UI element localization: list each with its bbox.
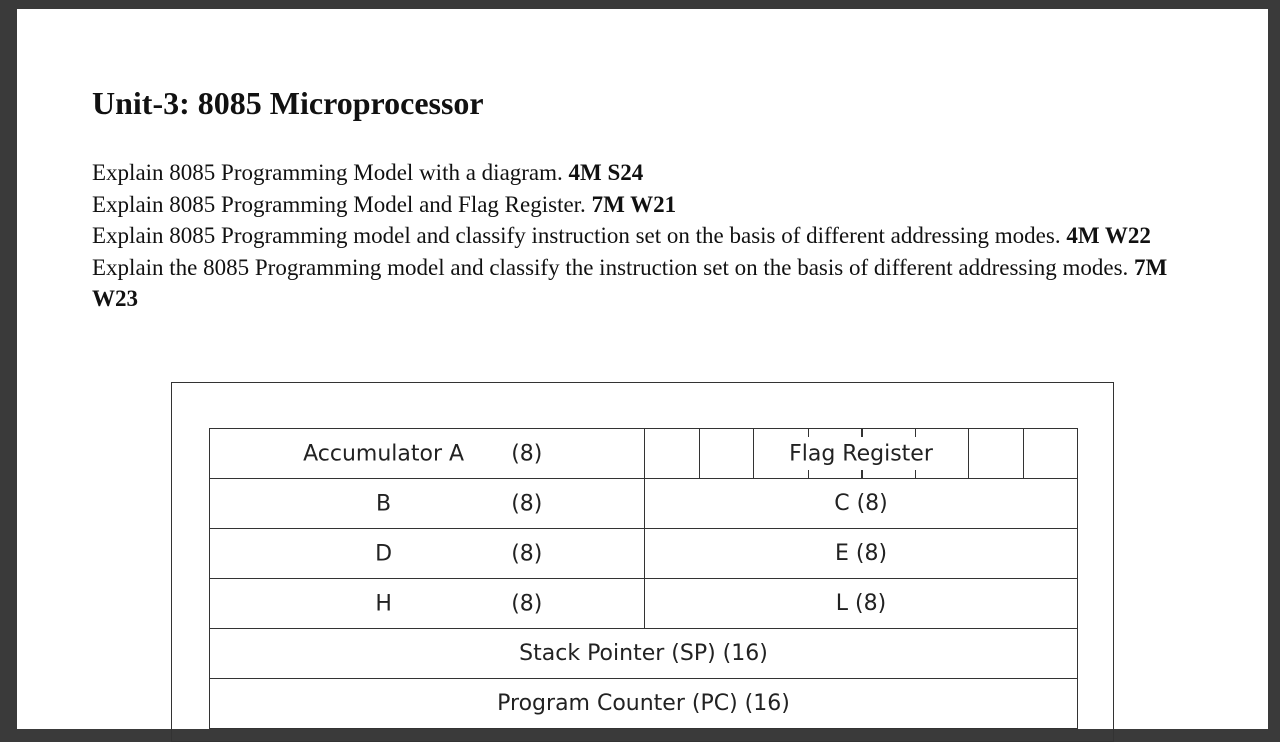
question-item	[92, 220, 1182, 252]
register-h-size: (8)	[511, 591, 543, 616]
accumulator-register	[210, 429, 645, 479]
register-d	[210, 529, 645, 579]
register-row-hl	[210, 579, 1078, 629]
register-e: E (8)	[645, 529, 1078, 579]
register-row-bc	[210, 479, 1078, 529]
register-b	[210, 479, 645, 529]
flag-tick	[808, 429, 810, 437]
register-h-label: H	[375, 591, 392, 616]
question-text: Explain 8085 Programming model and classify instruction set on the basis of different addressing modes.	[92, 223, 1067, 248]
question-item	[92, 157, 1182, 189]
register-b-size: (8)	[511, 491, 543, 516]
flag-register	[645, 429, 1078, 479]
flag-bit-box-center	[754, 429, 969, 478]
flag-register-label: Flag Register	[789, 441, 933, 466]
register-diagram	[209, 428, 1078, 729]
flag-tick	[861, 429, 863, 437]
page-title: Unit-3: 8085 Microprocessor	[92, 85, 484, 121]
register-row-pc	[210, 679, 1078, 729]
flag-bit-box	[969, 429, 1024, 478]
register-row-sp	[210, 629, 1078, 679]
register-row-de	[210, 529, 1078, 579]
question-marks-tag: 4M S24	[568, 160, 644, 185]
register-c: C (8)	[645, 479, 1078, 529]
question-text: Explain 8085 Programming Model with a diagram.	[92, 160, 569, 185]
register-d-size: (8)	[511, 541, 543, 566]
accumulator-size: (8)	[511, 441, 543, 466]
question-marks-tag: 7M W21	[591, 191, 677, 217]
question-list	[92, 157, 1182, 315]
flag-bit-box	[1024, 429, 1078, 478]
flag-tick	[861, 470, 863, 478]
flag-tick	[808, 470, 810, 478]
flag-tick	[915, 470, 917, 478]
register-b-label: B	[376, 491, 392, 516]
question-marks-tag: 7M W23	[92, 254, 1168, 311]
register-h	[210, 579, 645, 629]
register-l: L (8)	[645, 579, 1078, 629]
program-counter-register: Program Counter (PC) (16)	[210, 679, 1078, 729]
stack-pointer-register: Stack Pointer (SP) (16)	[210, 629, 1078, 679]
question-text: Explain the 8085 Programming model and classify the instruction set on the basis of different addressing modes.	[92, 254, 1135, 280]
flag-bit-box	[700, 429, 755, 478]
register-row-accumulator	[210, 429, 1078, 479]
question-item	[92, 189, 1182, 221]
flag-tick	[915, 429, 917, 437]
register-d-label: D	[375, 541, 393, 566]
flag-bits	[645, 429, 1077, 478]
question-item	[92, 252, 1182, 315]
question-text: Explain 8085 Programming Model and Flag Register.	[92, 191, 592, 217]
accumulator-label: Accumulator A	[303, 441, 465, 466]
flag-bit-box	[645, 429, 700, 478]
question-marks-tag: 4M W22	[1066, 223, 1151, 248]
